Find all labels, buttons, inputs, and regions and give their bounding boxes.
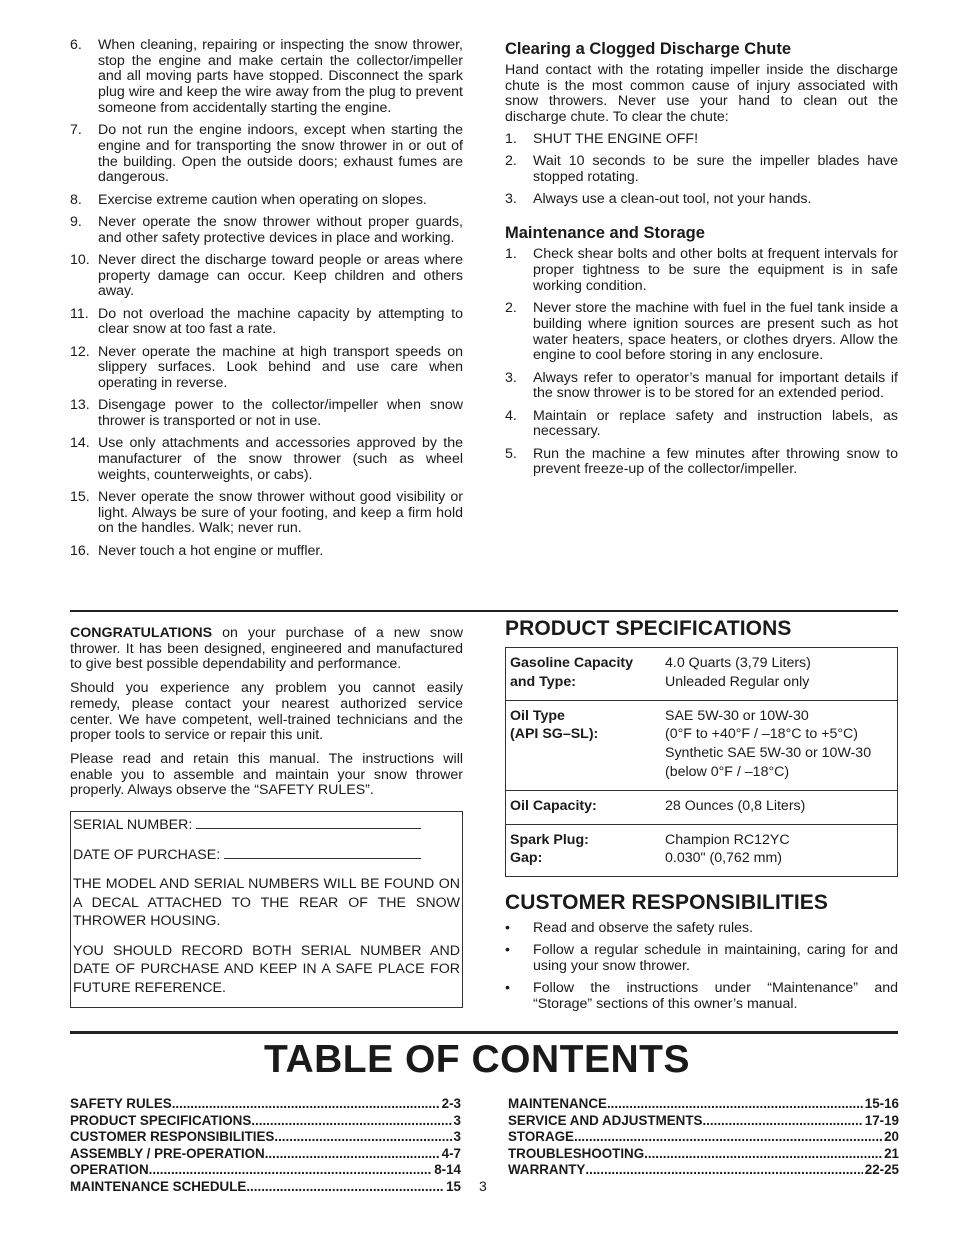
- congratulations-label: CONGRATULATIONS: [70, 625, 213, 641]
- spec-label: Oil Type (API SG–SL):: [506, 700, 662, 790]
- list-item: 3. Always refer to operator’s manual for important details if the snow thrower is to be stored for an extended period.: [505, 369, 898, 402]
- list-item: 2. Wait 10 seconds to be sure the impeller blades have stopped rotating.: [505, 153, 898, 185]
- table-row: [506, 648, 898, 701]
- table-row: [506, 790, 898, 824]
- list-item: 10. Never direct the discharge toward people or areas where property damage can occur. Keep children and others away.: [70, 251, 463, 300]
- toc-entry[interactable]: MAINTENANCE SCHEDULE ..... 15: [70, 1179, 461, 1196]
- date-of-purchase-blank: [224, 846, 421, 859]
- list-item: 13. Disengage power to the collector/impeller when snow thrower is transported or not in use.: [70, 397, 463, 429]
- spec-value: Champion RC12YC 0.030" (0,762 mm): [661, 824, 898, 877]
- retain-manual-paragraph: Please read and retain this manual. The instructions will enable you to assemble and maintain your snow thrower properly. Always observe the “SAFETY RULES”.: [70, 750, 463, 799]
- page-number: 3: [479, 1178, 487, 1194]
- customer-responsibilities-list: [505, 921, 898, 1013]
- list-item: 16. Never touch a hot engine or muffler.: [70, 542, 324, 559]
- serial-location-note: THE MODEL AND SERIAL NUMBERS WILL BE FOUND ON A DECAL ATTACHED TO THE REAR OF THE SNOW THROWER HOUSING.: [73, 876, 460, 930]
- specifications-section: [505, 617, 898, 1019]
- section-divider: [70, 610, 898, 612]
- toc-entry[interactable]: PRODUCT SPECIFICATIONS ..... 3: [70, 1113, 461, 1130]
- list-item: 12. Never operate the machine at high transport speeds on slippery surfaces. Look behind and use care when operating in reverse.: [70, 343, 463, 391]
- list-item: 1. SHUT THE ENGINE OFF!: [505, 130, 699, 147]
- toc-column-right: [508, 1096, 899, 1179]
- date-of-purchase-line: DATE OF PURCHASE:: [73, 846, 460, 865]
- spec-value: 28 Ounces (0,8 Liters): [661, 790, 898, 824]
- list-item: 1. Check shear bolts and other bolts at frequent intervals for proper tightness to be sure the equipment is in safe working condition.: [505, 246, 898, 294]
- list-item: • Read and observe the safety rules.: [505, 920, 754, 937]
- toc-entry[interactable]: ASSEMBLY / PRE-OPERATION ..... 4-7: [70, 1146, 461, 1163]
- bullet-icon: •: [505, 920, 510, 937]
- toc-column-left: [70, 1096, 461, 1195]
- service-paragraph: Should you experience any problem you cannot easily remedy, please contact your nearest authorized service center. We have competent, well-trained technicians and the proper tools to service or repair this unit.: [70, 680, 463, 744]
- safety-rules-continued: [70, 38, 463, 566]
- list-item: 3. Always use a clean-out tool, not your hands.: [505, 191, 812, 208]
- list-item: 2. Never store the machine with fuel in the fuel tank inside a building where ignition sources are present such as hot water heaters, space heaters, or clothes dryers. Allow the engine to cool before storing in any enclosure.: [505, 300, 898, 364]
- serial-number-line: SERIAL NUMBER:: [73, 816, 460, 835]
- toc-entry[interactable]: MAINTENANCE ..... 15-16: [508, 1096, 899, 1113]
- customer-responsibilities-heading: CUSTOMER RESPONSIBILITIES: [505, 891, 828, 915]
- spec-value: 4.0 Quarts (3,79 Liters) Unleaded Regular only: [661, 648, 898, 701]
- record-keeping-note: YOU SHOULD RECORD BOTH SERIAL NUMBER AND DATE OF PURCHASE AND KEEP IN A SAFE PLACE FOR FUTURE REFERENCE.: [73, 942, 460, 996]
- introduction-section: [70, 626, 463, 1008]
- table-of-contents-title: TABLE OF CONTENTS: [264, 1038, 690, 1081]
- list-item: 9. Never operate the snow thrower without proper guards, and other safety protective devices in place and working.: [70, 213, 463, 246]
- toc-entry[interactable]: SERVICE AND ADJUSTMENTS ..... 17-19: [508, 1113, 899, 1130]
- section-divider: [70, 1031, 898, 1034]
- spec-label: Oil Capacity:: [506, 790, 662, 824]
- list-item: • Follow a regular schedule in maintaining, caring for and using your snow thrower.: [505, 942, 898, 975]
- product-specifications-heading: PRODUCT SPECIFICATIONS: [505, 617, 792, 640]
- maintenance-storage-heading: Maintenance and Storage: [505, 224, 705, 243]
- clogged-chute-steps: [505, 132, 898, 208]
- serial-record-box: [70, 811, 463, 1008]
- list-item: 11. Do not overload the machine capacity by attempting to clear snow at too fast a rate.: [70, 305, 463, 338]
- spec-label: Gasoline Capacity and Type:: [506, 648, 662, 701]
- table-row: [506, 700, 898, 790]
- toc-entry[interactable]: CUSTOMER RESPONSIBILITIES ..... 3: [70, 1129, 461, 1146]
- safety-rules-list: [70, 38, 463, 559]
- list-item: 7. Do not run the engine indoors, except when starting the engine and for transporting the snow thrower in or out of the building. Open the outside doors; exhaust fumes are dangerous.: [70, 122, 463, 186]
- clogged-and-maintenance-section: [505, 38, 898, 485]
- toc-entry[interactable]: OPERATION ..... 8-14: [70, 1162, 461, 1179]
- specifications-table: [505, 647, 898, 877]
- list-item: 15. Never operate the snow thrower without good visibility or light. Always be sure of your footing, and keep a firm hold on the handles. Walk; never run.: [70, 488, 463, 537]
- list-item: 14. Use only attachments and accessories approved by the manufacturer of the snow thrower (such as wheel weights, counterweights, or cabs).: [70, 435, 463, 483]
- clogged-chute-heading: Clearing a Clogged Discharge Chute: [505, 40, 792, 58]
- serial-number-blank: [196, 816, 421, 829]
- maintenance-storage-steps: [505, 247, 898, 478]
- spec-value: SAE 5W-30 or 10W-30 (0°F to +40°F / –18°C to +5°C) Synthetic SAE 5W-30 or 10W-30 (below 0°F / –18°C): [661, 700, 898, 790]
- list-item: 8. Exercise extreme caution when operating on slopes.: [70, 191, 427, 208]
- spec-label: Spark Plug: Gap:: [506, 824, 662, 877]
- list-item: 6. When cleaning, repairing or inspecting the snow thrower, stop the engine and make certain the collector/impeller and all moving parts have stopped. Disconnect the spark plug wire and keep the wire away from the plug to prevent someone from accidentally starting the engine.: [70, 37, 463, 116]
- toc-entry[interactable]: SAFETY RULES ..... 2-3: [70, 1096, 461, 1113]
- list-item: 4. Maintain or replace safety and instruction labels, as necessary.: [505, 407, 898, 440]
- toc-entry[interactable]: TROUBLESHOOTING ..... 21: [508, 1146, 899, 1163]
- bullet-icon: •: [505, 942, 510, 959]
- congratulations-paragraph: CONGRATULATIONS on your purchase of a new snow thrower. It has been designed, engineered and manufactured to give best possible dependability and performance.: [70, 625, 463, 673]
- bullet-icon: •: [505, 980, 510, 997]
- toc-entry[interactable]: WARRANTY ..... 22-25: [508, 1162, 899, 1179]
- table-row: [506, 824, 898, 877]
- list-item: • Follow the instructions under “Maintenance” and “Storage” sections of this owner’s manual.: [505, 980, 898, 1012]
- list-item: 5. Run the machine a few minutes after throwing snow to prevent freeze-up of the collector/impeller.: [505, 445, 898, 478]
- clogged-chute-intro: Hand contact with the rotating impeller inside the discharge chute is the most common cause of injury associated with snow throwers. Never use your hand to clean out the discharge chute. To clear the chute:: [505, 62, 898, 126]
- toc-entry[interactable]: STORAGE ..... 20: [508, 1129, 899, 1146]
